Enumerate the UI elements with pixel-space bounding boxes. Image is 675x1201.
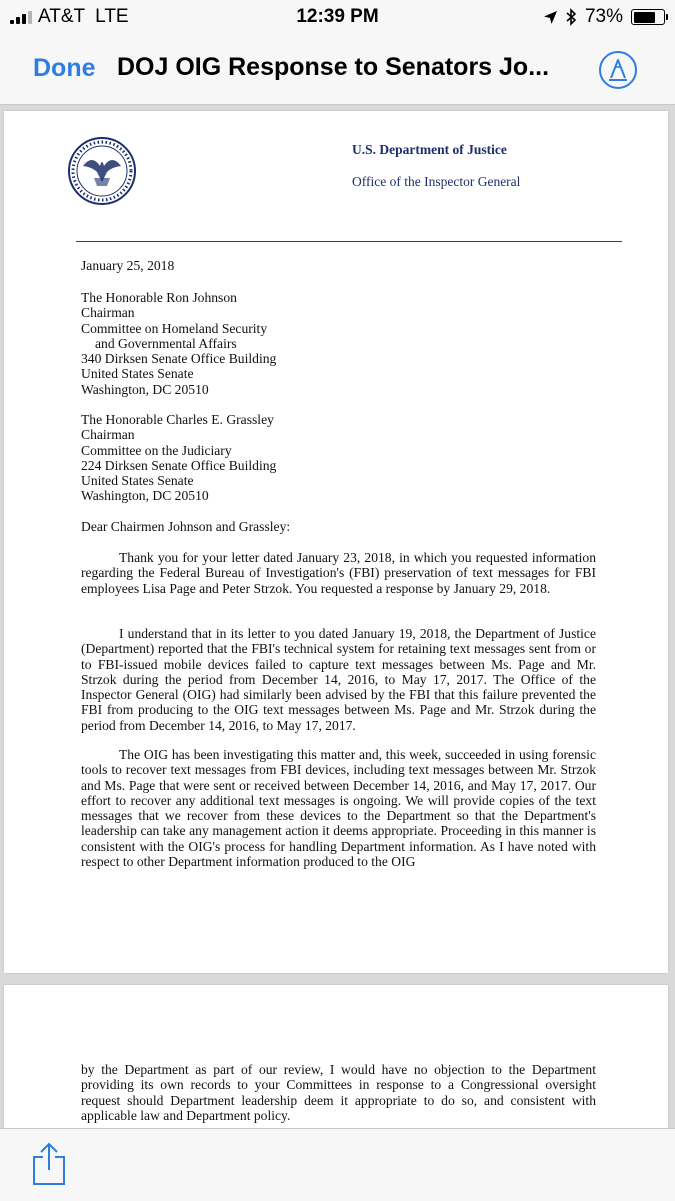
address-line: and Governmental Affairs <box>95 335 237 351</box>
address-line: United States Senate <box>81 366 194 382</box>
status-left <box>10 6 129 28</box>
carrier-name: AT&T <box>38 6 86 27</box>
letter-paragraph-4: by the Department as part of our review, I would have no objection to the Department providing its own records to your Committees in response to a Congressional oversight request should Department leadership deem it appropriate to do so, and consistent with applicable law and Department policy. <box>81 1062 596 1123</box>
address-block-grassley <box>81 412 596 504</box>
address-line: The Honorable Ron Johnson <box>81 290 237 305</box>
letter-date: January 25, 2018 <box>81 258 175 273</box>
address-line: Chairman <box>81 427 135 443</box>
battery-icon <box>631 9 665 25</box>
location-arrow-icon <box>543 10 558 25</box>
document-page-1 <box>4 111 668 973</box>
done-button[interactable]: Done <box>33 54 96 82</box>
address-line: 224 Dirksen Senate Office Building <box>81 457 277 473</box>
address-line: United States Senate <box>81 473 194 489</box>
status-bar <box>0 0 675 34</box>
network-type: LTE <box>95 6 129 27</box>
document-viewer[interactable] <box>0 105 675 1128</box>
battery-percent: 73% <box>584 6 623 27</box>
address-line: Chairman <box>81 305 135 321</box>
status-right <box>543 6 665 28</box>
address-line: Washington, DC 20510 <box>81 381 209 397</box>
doj-seal-icon <box>67 136 137 206</box>
letterhead-office: Office of the Inspector General <box>352 174 521 189</box>
markup-pen-icon <box>598 50 638 90</box>
paragraph-text: I understand that in its letter to you dated January 19, 2018, the Department of Justice (Department) reported that the FBI's technical system for retaining text messages sent from or to FBI-issued mobile devices failed to capture text messages between Ms. Page and Mr. Strzok during the period from December 14, 2016, to May 17, 2017. The Office of the Inspector General (OIG) had similarly been advised by the FBI that this failure prevented the FBI from producing to the OIG text messages between Ms. Page and Mr. Strzok during the period from December 14, 2016, to May 17, 2017. <box>81 626 596 733</box>
letterhead-department: U.S. Department of Justice <box>352 142 507 157</box>
address-line: Committee on Homeland Security <box>81 320 268 336</box>
document-title: DOJ OIG Response to Senators Jo... <box>117 53 550 81</box>
bottom-toolbar <box>0 1128 675 1201</box>
battery-fill <box>634 12 655 23</box>
letter-salutation: Dear Chairmen Johnson and Grassley: <box>81 519 291 534</box>
address-line: 340 Dirksen Senate Office Building <box>81 351 277 367</box>
address-line: Committee on the Judiciary <box>81 442 232 458</box>
markup-button[interactable] <box>598 50 638 90</box>
bluetooth-icon <box>566 8 577 26</box>
letter-paragraph-3 <box>81 747 596 869</box>
signal-strength-icon <box>10 10 32 24</box>
navigation-bar <box>0 34 675 105</box>
share-icon <box>30 1141 68 1187</box>
address-line: The Honorable Charles E. Grassley <box>81 412 274 427</box>
paragraph-text: The OIG has been investigating this matter and, this week, succeeded in using forensic tools to recover text messages from FBI devices, including text messages between Mr. Strzok and Ms. Page that were sent or received between December 14, 2016, and May 17, 2017. Our effort to recover any additional text messages is ongoing. We will provide copies of the text messages that we recover from these devices to the Department so that the Department's leadership can take any management action it deems appropriate. Proceeding in this manner is consistent with the OIG's process for handling Department information. As I have noted with respect to other Department information produced to the OIG <box>81 747 596 870</box>
address-block-johnson <box>81 290 596 397</box>
paragraph-text: Thank you for your letter dated January 23, 2018, in which you requested information regarding the Federal Bureau of Investigation's (FBI) preservation of text messages for FBI employees Lisa Page and Peter Strzok. You requested a response by January 29, 2018. <box>81 550 596 596</box>
document-page-2 <box>4 985 668 1128</box>
clock: 12:39 PM <box>296 6 379 27</box>
letter-paragraph-2 <box>81 626 596 733</box>
letter-paragraph-1 <box>81 550 596 596</box>
letterhead-divider <box>76 241 622 242</box>
share-button[interactable] <box>30 1141 68 1187</box>
address-line: Washington, DC 20510 <box>81 488 209 504</box>
